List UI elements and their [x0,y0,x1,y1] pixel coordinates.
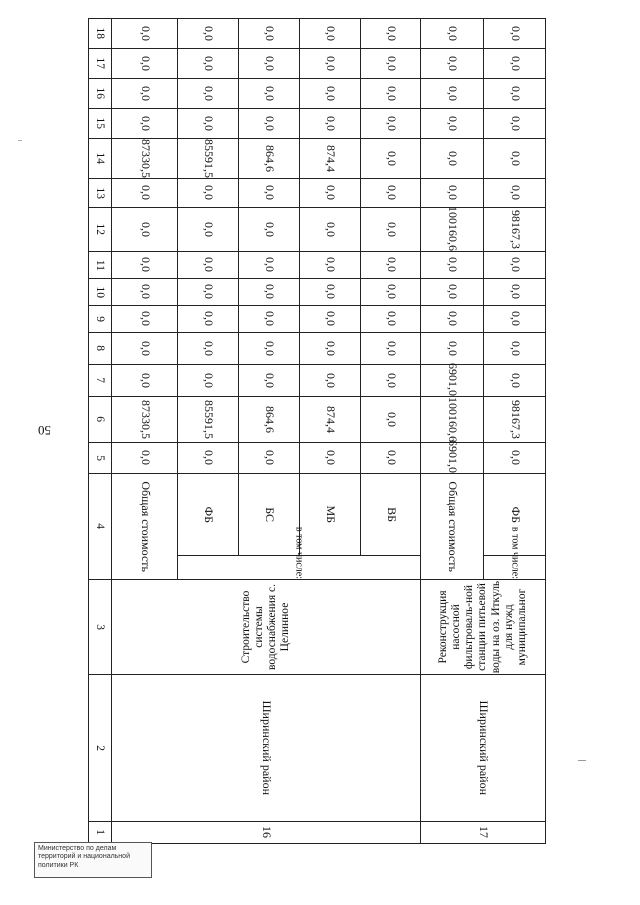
value-cell: 0,0 [484,139,546,179]
value-cell: 0,0 [112,279,178,306]
funding-label-cell: ВБ [361,474,421,556]
header-cell: 17 [89,49,112,79]
value-cell: 0,0 [361,208,421,252]
value-cell: 864,6 [239,397,300,443]
value-cell: 0,0 [300,79,361,109]
value-cell: 0,0 [361,306,421,333]
value-cell: 0,0 [239,365,300,397]
value-cell: 0,0 [484,443,546,474]
value-cell: 0,0 [484,19,546,49]
value-cell: 0,0 [239,109,300,139]
scan-artifact [578,760,586,761]
value-cell: 0,0 [178,19,239,49]
registration-stamp [34,842,152,878]
value-cell: 0,0 [484,306,546,333]
value-cell: 0,0 [361,139,421,179]
value-cell: 0,0 [112,19,178,49]
value-cell: 0,0 [112,49,178,79]
value-cell: 0,0 [239,79,300,109]
header-cell: 18 [89,19,112,49]
value-cell: 0,0 [421,306,484,333]
header-cell: 9 [89,306,112,333]
value-cell: 0,0 [421,279,484,306]
value-cell: 0,0 [361,397,421,443]
value-cell: 0,0 [112,333,178,365]
header-cell: 16 [89,79,112,109]
value-cell: 874,4 [300,397,361,443]
page-number: 50 [38,423,51,438]
value-cell: 0,0 [178,443,239,474]
value-cell: 0,0 [361,279,421,306]
value-cell: 0,0 [300,333,361,365]
value-cell: 0,0 [178,252,239,279]
header-cell: 5 [89,443,112,474]
row-number-cell: 16 [112,822,421,844]
value-cell: 0,0 [300,179,361,208]
value-cell: 0,0 [484,179,546,208]
value-cell: 0,0 [112,79,178,109]
project-cell: Реконструкция насосной фильтроваль-ной станции питьевой воды на оз. Иткуль для нужд муниципальног [421,580,546,675]
value-cell: 6901,0 [421,365,484,397]
value-cell: 0,0 [300,208,361,252]
financing-table [88,18,546,844]
value-cell: 0,0 [361,19,421,49]
value-cell: 0,0 [239,333,300,365]
project-cell: Строительство системы водоснабжения с. Целинное [112,580,421,675]
value-cell: 85591,5 [178,397,239,443]
value-cell: 0,0 [112,306,178,333]
header-cell: 7 [89,365,112,397]
header-cell: 15 [89,109,112,139]
sub-label-cell: в том числе: [178,556,421,580]
funding-label-cell: Общая стоимость [421,474,484,580]
value-cell: 87330,5 [112,397,178,443]
value-cell: 0,0 [361,365,421,397]
header-cell: 6 [89,397,112,443]
table-row [112,19,178,844]
funding-label-cell: ФБ [484,474,546,556]
value-cell: 0,0 [178,49,239,79]
value-cell: 87330,5 [112,139,178,179]
value-cell: 0,0 [112,208,178,252]
value-cell: 6901,0 [421,443,484,474]
header-cell: 14 [89,139,112,179]
value-cell: 0,0 [178,333,239,365]
value-cell: 0,0 [300,306,361,333]
value-cell: 0,0 [421,179,484,208]
district-cell: Ширинский район [112,675,421,822]
value-cell: 0,0 [361,49,421,79]
funding-label-cell: ФБ [178,474,239,556]
scan-artifact [18,140,22,141]
value-cell: 0,0 [421,252,484,279]
value-cell: 98167,3 [484,208,546,252]
header-cell: 2 [89,675,112,822]
header-cell: 11 [89,252,112,279]
value-cell: 0,0 [112,365,178,397]
header-cell: 10 [89,279,112,306]
header-row [89,19,112,844]
header-cell: 4 [89,474,112,580]
value-cell: 85591,5 [178,139,239,179]
stamp-line: Министерство по делам [38,845,117,852]
value-cell: 0,0 [421,139,484,179]
value-cell: 0,0 [112,443,178,474]
value-cell: 0,0 [300,109,361,139]
value-cell: 0,0 [239,179,300,208]
funding-label-cell: БС [239,474,300,556]
value-cell: 0,0 [300,252,361,279]
value-cell: 0,0 [484,252,546,279]
value-cell: 0,0 [421,49,484,79]
value-cell: 100160,6 [421,208,484,252]
value-cell: 0,0 [178,208,239,252]
value-cell: 0,0 [239,208,300,252]
district-cell: Ширинский район [421,675,546,822]
value-cell: 98167,3 [484,397,546,443]
value-cell: 0,0 [484,79,546,109]
value-cell: 0,0 [361,109,421,139]
header-cell: 13 [89,179,112,208]
value-cell: 0,0 [178,109,239,139]
funding-label-cell: МБ [300,474,361,556]
value-cell: 0,0 [178,279,239,306]
value-cell: 0,0 [239,252,300,279]
table-row [421,19,484,844]
value-cell: 0,0 [300,365,361,397]
value-cell: 0,0 [112,252,178,279]
value-cell: 0,0 [361,443,421,474]
value-cell: 0,0 [361,79,421,109]
value-cell: 100160,6 [421,397,484,443]
value-cell: 0,0 [178,306,239,333]
value-cell: 0,0 [300,443,361,474]
value-cell: 0,0 [484,333,546,365]
table-wrapper [88,26,544,844]
header-cell: 12 [89,208,112,252]
funding-label-cell: Общая стоимость [112,474,178,580]
value-cell: 0,0 [421,19,484,49]
value-cell: 0,0 [361,252,421,279]
value-cell: 0,0 [484,49,546,79]
header-cell: 3 [89,580,112,675]
value-cell: 0,0 [239,306,300,333]
value-cell: 874,4 [300,139,361,179]
value-cell: 0,0 [421,333,484,365]
value-cell: 0,0 [239,279,300,306]
value-cell: 0,0 [300,19,361,49]
value-cell: 0,0 [484,279,546,306]
value-cell: 0,0 [112,179,178,208]
stamp-line: политики РК [38,861,79,869]
value-cell: 0,0 [421,109,484,139]
value-cell: 0,0 [484,365,546,397]
value-cell: 0,0 [239,19,300,49]
value-cell: 0,0 [300,49,361,79]
value-cell: 0,0 [361,179,421,208]
value-cell: 0,0 [178,365,239,397]
value-cell: 0,0 [361,333,421,365]
value-cell: 0,0 [112,109,178,139]
value-cell: 0,0 [300,279,361,306]
value-cell: 0,0 [239,49,300,79]
value-cell: 0,0 [484,109,546,139]
stamp-line: территорий и национальной [38,853,130,861]
value-cell: 0,0 [178,79,239,109]
header-cell: 8 [89,333,112,365]
row-number-cell: 17 [421,822,546,844]
value-cell: 864,6 [239,139,300,179]
value-cell: 0,0 [421,79,484,109]
value-cell: 0,0 [178,179,239,208]
header-cell: 1 [89,822,112,844]
value-cell: 0,0 [239,443,300,474]
sub-label-cell: в том числе: [484,556,546,580]
